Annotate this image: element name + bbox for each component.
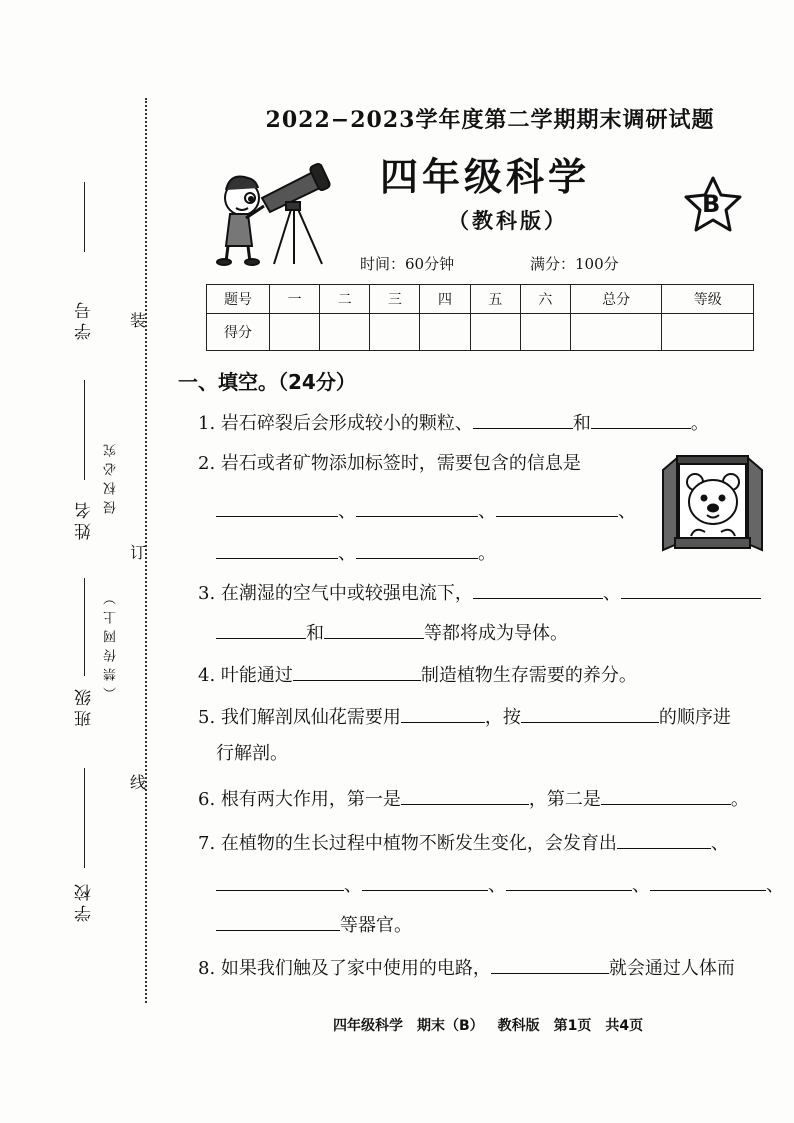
answer-blank[interactable] (324, 620, 424, 639)
question-2: 2. 岩石或者矿物添加标签时，需要包含的信息是 (198, 453, 581, 474)
footer-subject: 四年级科学 (333, 1018, 403, 1034)
answer-blank[interactable] (617, 830, 711, 849)
answer-blank[interactable] (521, 704, 659, 723)
score-input-cell[interactable] (570, 314, 661, 351)
question-4: 4. 叶能通过 制造植物生存需要的养分。 (198, 662, 637, 688)
answer-blank[interactable] (216, 540, 338, 559)
student-id-line (84, 182, 85, 252)
answer-blank[interactable] (491, 955, 609, 974)
question-5-line2: 行解剖。 (216, 743, 288, 764)
score-table (206, 284, 754, 351)
telescope-boy-illustration (212, 158, 332, 268)
answer-blank[interactable] (591, 410, 691, 429)
school-line (84, 768, 85, 868)
question-7-line3: 等器官。 (216, 912, 412, 938)
main-title: 四年级科学 (380, 155, 591, 199)
score-input-cell[interactable] (520, 314, 570, 351)
name-line (84, 380, 85, 480)
exam-title: 2022−2023学年度第二学期期末调研试题 (265, 107, 715, 133)
question-7: 7. 在植物的生长过程中植物不断发生变化，会发育出 、 (198, 830, 729, 856)
class-line (84, 578, 85, 676)
full-mark-label: 满分：100分 (530, 255, 619, 273)
question-1: 1. 岩石碎裂后会形成较小的颗粒、 和 。 (198, 410, 709, 436)
question-3-line2: 和 等都将成为导体。 (216, 620, 568, 646)
answer-blank[interactable] (356, 498, 478, 517)
edition-label: （教科版） (448, 208, 568, 233)
answer-blank[interactable] (473, 580, 603, 599)
version-letter: B (702, 190, 721, 218)
section-heading: 一、填空。（24分） (178, 370, 356, 394)
table-cell: 总分 (570, 285, 661, 314)
answer-blank[interactable] (401, 786, 529, 805)
table-cell: 四 (420, 285, 470, 314)
score-input-cell[interactable] (370, 314, 420, 351)
answer-blank[interactable] (293, 662, 421, 681)
table-cell: 等级 (662, 285, 754, 314)
class-label: 班级 (75, 685, 95, 727)
score-input-cell[interactable] (470, 314, 520, 351)
answer-blank[interactable] (473, 410, 573, 429)
table-cell: 得分 (207, 314, 270, 351)
score-input-cell[interactable] (320, 314, 370, 351)
question-2-blanks-row2: 、 。 (216, 540, 496, 566)
answer-blank[interactable] (506, 872, 632, 891)
table-cell: 一 (270, 285, 320, 314)
table-cell: 三 (370, 285, 420, 314)
answer-blank[interactable] (216, 872, 344, 891)
table-cell: 六 (520, 285, 570, 314)
question-3: 3. 在潮湿的空气中或较强电流下， 、 (198, 580, 761, 606)
footer-exam: 期末（B） (417, 1018, 484, 1034)
bind-char-zhuang: 装 (130, 311, 147, 330)
answer-blank[interactable] (362, 872, 488, 891)
student-id-label: 学号 (75, 298, 95, 340)
score-input-cell[interactable] (662, 314, 754, 351)
answer-blank[interactable] (401, 704, 485, 723)
answer-blank[interactable] (216, 498, 338, 517)
answer-blank[interactable] (621, 580, 761, 599)
answer-blank[interactable] (650, 872, 766, 891)
score-input-cell[interactable] (420, 314, 470, 351)
score-table-header-row (207, 285, 754, 314)
table-cell: 二 (320, 285, 370, 314)
bear-in-window-illustration (655, 452, 770, 554)
score-table-score-row (207, 314, 754, 351)
table-cell: 题号 (207, 285, 270, 314)
footer-edition: 教科版 (497, 1018, 540, 1034)
school-label: 学校 (75, 880, 95, 922)
answer-blank[interactable] (216, 912, 340, 931)
score-input-cell[interactable] (270, 314, 320, 351)
question-2-blanks-row1: 、 、 、 (216, 498, 636, 524)
footer-page: 第1页 (553, 1018, 592, 1034)
time-label: 时间：60分钟 (360, 255, 455, 273)
bind-char-ding: 订 (130, 543, 147, 562)
question-5: 5. 我们解剖凤仙花需要用 ，按 的顺序进 (198, 704, 731, 730)
no-upload-warning: （禁传网上） (104, 586, 119, 700)
copyright-warning: 侵权必究 (104, 438, 119, 514)
footer-total: 共4页 (605, 1018, 644, 1034)
table-cell: 五 (470, 285, 520, 314)
answer-blank[interactable] (601, 786, 731, 805)
name-label: 姓名 (75, 498, 95, 540)
question-6: 6. 根有两大作用，第一是 ，第二是 。 (198, 786, 749, 812)
answer-blank[interactable] (216, 620, 306, 639)
answer-blank[interactable] (356, 540, 478, 559)
question-8: 8. 如果我们触及了家中使用的电路， 就会通过人体而 (198, 955, 735, 981)
page-footer (333, 1015, 657, 1035)
bind-char-xian: 线 (130, 773, 147, 792)
answer-blank[interactable] (496, 498, 618, 517)
question-7-line2: 、 、 、 、 (216, 872, 784, 898)
